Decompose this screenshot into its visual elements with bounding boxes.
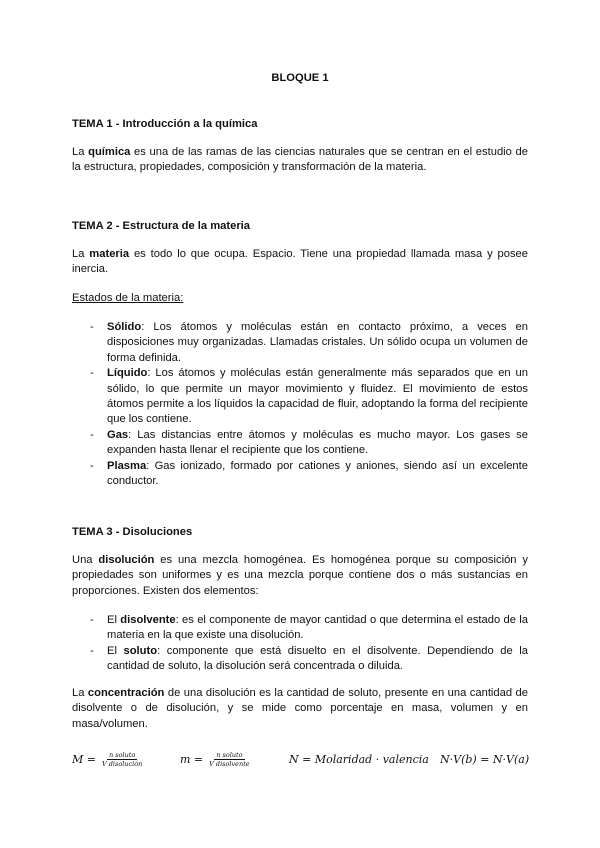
estado-term: Plasma (107, 459, 147, 472)
tema3-p1-post: es una mezcla homogénea. Es homogénea porque su composición y propiedades son uniformes y es una mezcla porque contiene dos o más sustancias en proporciones. Existen dos elementos: (72, 554, 528, 597)
elemento-pre: El (107, 644, 124, 657)
estados-list (72, 320, 528, 489)
tema1-paragraph (72, 145, 528, 176)
tema1-p1-pre: La (72, 146, 89, 158)
elementos-list (72, 613, 528, 675)
tema3-p2-term: concentración (87, 687, 165, 699)
tema1-p1-term: química (88, 146, 131, 158)
tema1-p1-post: es una de las ramas de las ciencias naturales que se centran en el estudio de la estructura, propiedades, composición y transformación de la materia. (72, 146, 528, 174)
estado-text: : Los átomos y moléculas están en contacto próximo, a veces en disposiciones muy organizadas. Llamadas cristales. Un sólido ocupa un volumen de forma definida. (107, 321, 528, 364)
formulas-row (72, 744, 532, 774)
elemento-term: disolvente (120, 614, 176, 626)
tema2-paragraph (72, 247, 528, 278)
elemento-text: : componente que está disuelto en el disolvente. Dependiendo de la cantidad de soluto, la disolución será concentrada o diluida. (107, 644, 528, 673)
fraction (100, 751, 144, 768)
fraction-denominator: V disolución (101, 759, 143, 768)
fraction-numerator: n soluto (109, 750, 136, 759)
document-title: BLOQUE 1 (271, 72, 329, 84)
molalidad-formula (180, 744, 252, 774)
formula-lhs: M = (72, 752, 96, 766)
tema3-p1-pre: Una (72, 554, 99, 566)
estado-term: Gas (107, 428, 129, 441)
elemento-text: : es el componente de mayor cantidad o que determina el estado de la materia en la que existe una disolución. (107, 614, 528, 642)
tema3-p2-pre: La (72, 687, 88, 699)
tema3-p2-post: de una disolución es la cantidad de soluto, presente en una cantidad de disolvente o de disolución, y se mide como porcentaje en masa, volumen y en masa/volumen. (72, 687, 528, 730)
formula-lhs: m = (180, 752, 204, 766)
list-item (72, 366, 528, 428)
estado-term: Líquido (107, 367, 148, 380)
list-item (72, 428, 528, 459)
tema3-p1-term: disolución (98, 554, 155, 566)
estado-text: : Los átomos y moléculas están generalmente más separados que en un sólido, lo que permite un mayor movimiento y fluidez. El movimiento de estos átomos permite a los líquidos la capacidad de fluir, adoptando la forma del recipiente que los contiene. (107, 367, 528, 426)
fraction-denominator: V disolvente (209, 759, 250, 768)
molaridad-formula (72, 744, 144, 774)
tema3-paragraph (72, 553, 528, 599)
normalidad-formula: N = Molaridad · valencia (289, 752, 429, 766)
list-item (72, 459, 528, 490)
tema3-heading: TEMA 3 - Disoluciones (72, 526, 193, 538)
fraction-numerator: n soluto (216, 750, 243, 759)
tema2-p1-term: materia (89, 248, 130, 260)
elemento-pre: El (107, 614, 121, 626)
list-item (72, 613, 528, 644)
estados-label: Estados de la materia: (72, 292, 184, 304)
list-item (72, 644, 528, 675)
estado-term: Sólido (107, 321, 142, 333)
valoracion-formula: N·V(b) = N·V(a) (440, 752, 530, 766)
list-item (72, 320, 528, 366)
estado-text: : Gas ionizado, formado por cationes y aniones, siendo así un excelente conductor. (107, 459, 528, 488)
estado-text: : Las distancias entre átomos y moléculas es mucho mayor. Los gases se expanden hasta llenar el recipiente que los contiene. (107, 428, 528, 457)
concentracion-paragraph (72, 686, 528, 732)
tema2-heading: TEMA 2 - Estructura de la materia (72, 220, 251, 232)
elemento-term: soluto (123, 644, 158, 657)
tema1-heading: TEMA 1 - Introducción a la química (72, 118, 258, 130)
fraction (207, 751, 252, 768)
tema2-p1-pre: La (72, 248, 90, 260)
tema2-p1-post: es todo lo que ocupa. Espacio. Tiene una propiedad llamada masa y posee inercia. (72, 248, 528, 276)
